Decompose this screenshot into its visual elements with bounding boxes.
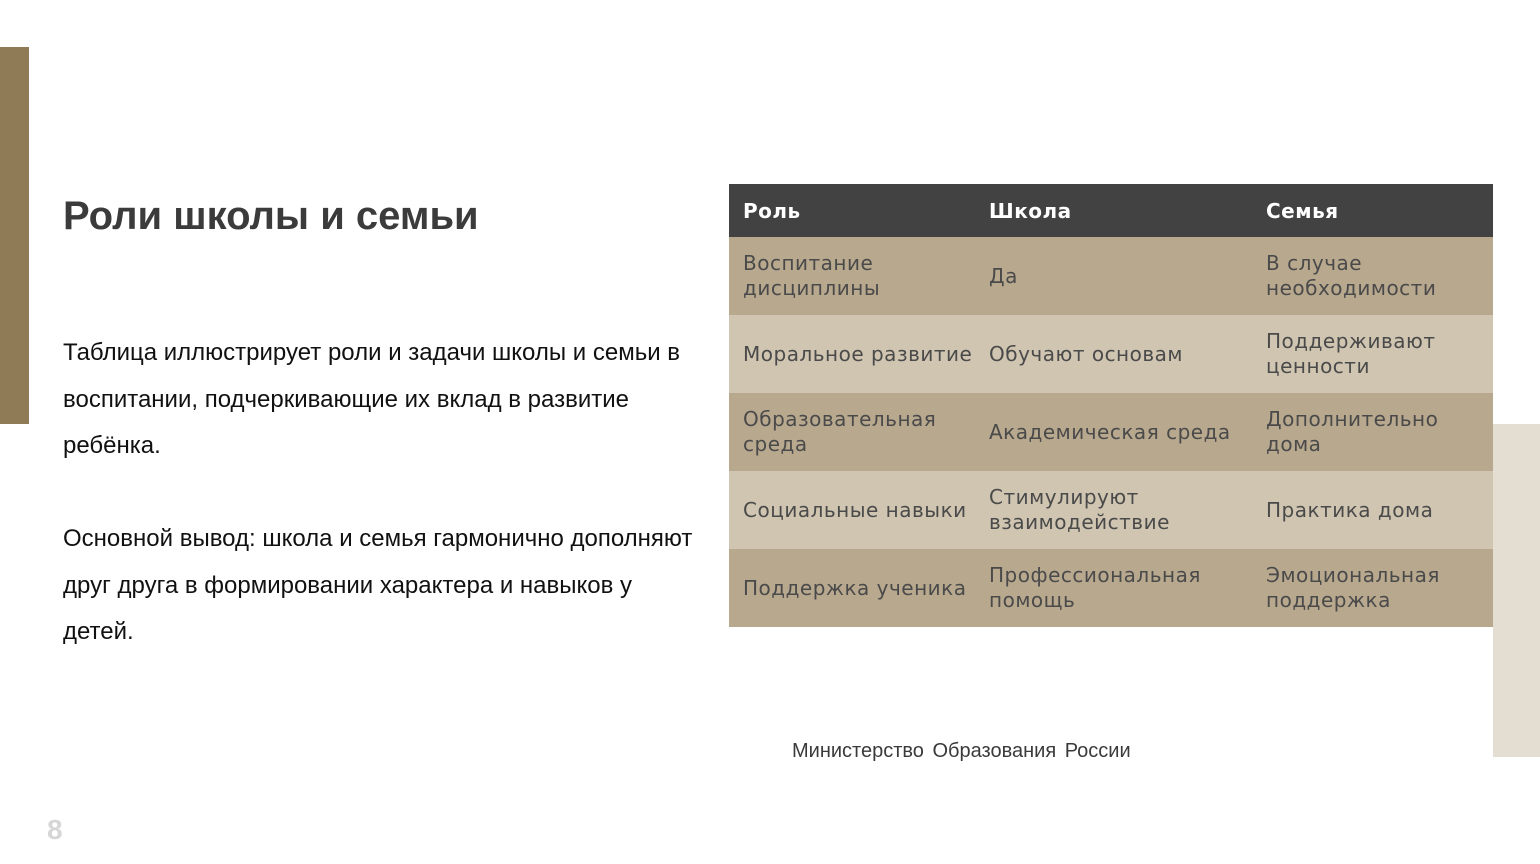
cell-family: Эмоциональная поддержка — [1252, 549, 1493, 627]
cell-school: Профессиональная помощь — [975, 549, 1252, 627]
cell-school: Да — [975, 237, 1252, 315]
conclusion-paragraph: Основной вывод: школа и семья гармонично дополняют друг друга в формировании характера и навыков у детей. — [63, 525, 693, 645]
roles-table-container — [729, 184, 1493, 627]
cell-role: Образовательная среда — [729, 393, 975, 471]
slide-body — [63, 330, 703, 656]
decorative-block — [1493, 424, 1540, 757]
header-cell-role: Роль — [729, 184, 975, 237]
cell-role: Социальные навыки — [729, 471, 975, 549]
table-header — [729, 184, 1493, 237]
cell-role: Воспитание дисциплины — [729, 237, 975, 315]
description-paragraph: Таблица иллюстрирует роли и задачи школы и семьи в воспитании, подчеркивающие их вклад в развитие ребёнка. — [63, 339, 681, 459]
header-cell-school: Школа — [975, 184, 1252, 237]
roles-table — [729, 184, 1493, 627]
cell-role: Поддержка ученика — [729, 549, 975, 627]
footer-organization: Министерство Образования России — [792, 740, 1131, 762]
table-body — [729, 237, 1493, 627]
table-row — [729, 549, 1493, 627]
cell-family: Поддерживают ценности — [1252, 315, 1493, 393]
header-cell-family: Семья — [1252, 184, 1493, 237]
cell-school: Обучают основам — [975, 315, 1252, 393]
table-header-row — [729, 184, 1493, 237]
cell-school: Академическая среда — [975, 393, 1252, 471]
cell-family: Практика дома — [1252, 471, 1493, 549]
table-row — [729, 393, 1493, 471]
cell-role: Моральное развитие — [729, 315, 975, 393]
table-row — [729, 315, 1493, 393]
slide-title: Роли школы и семьи — [63, 194, 479, 238]
table-row — [729, 471, 1493, 549]
accent-bar — [0, 47, 29, 424]
page-number: 8 — [47, 814, 63, 845]
cell-family: Дополнительно дома — [1252, 393, 1493, 471]
table-row — [729, 237, 1493, 315]
cell-school: Стимулируют взаимодействие — [975, 471, 1252, 549]
cell-family: В случае необходимости — [1252, 237, 1493, 315]
